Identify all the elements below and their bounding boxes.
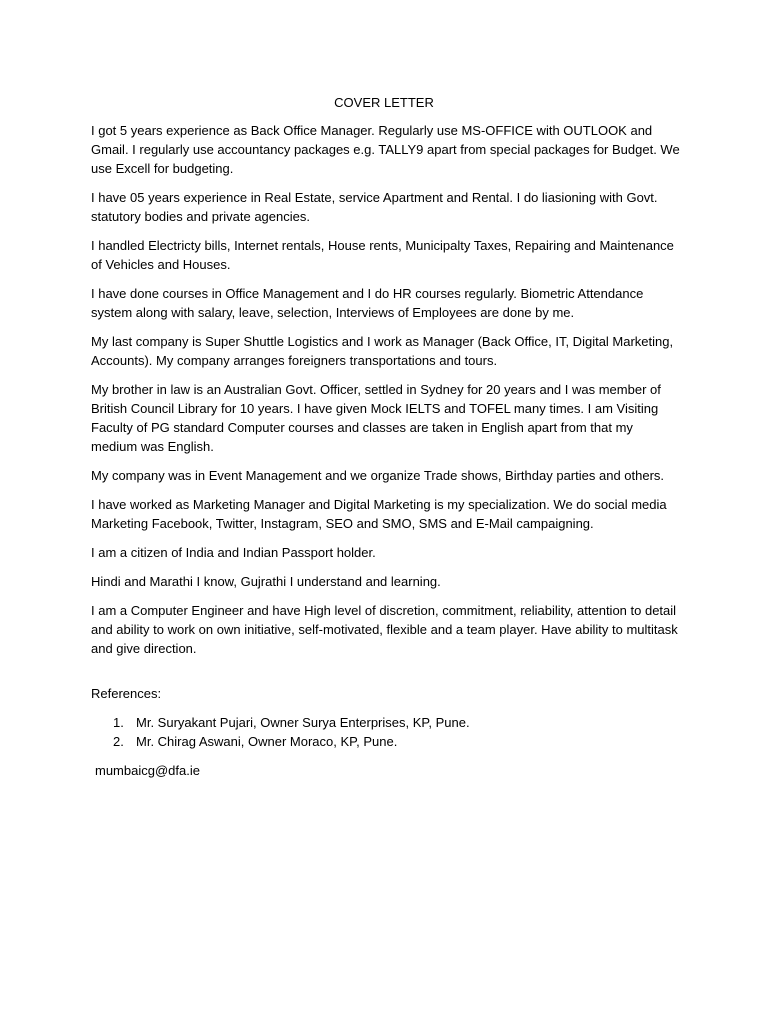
references-heading: References:	[91, 686, 162, 701]
paragraph-experience-back-office: I got 5 years experience as Back Office Manager. Regularly use MS-OFFICE with OUTLOOK and Gmail. I regularly use accountancy packages e.g. TALLY9 apart from special packages for Budget. We use Excell for budgeting.	[91, 123, 680, 176]
list-item-text: Mr. Suryakant Pujari, Owner Surya Enterprises, KP, Pune.	[136, 715, 470, 730]
list-item-number: 1.	[113, 715, 124, 730]
paragraph-languages: Hindi and Marathi I know, Gujrathi I understand and learning.	[91, 574, 441, 589]
paragraph-courses-hr: I have done courses in Office Management and I do HR courses regularly. Biometric Attendance system along with salary, leave, selection, Interviews of Employees are done by me.	[91, 286, 644, 320]
list-item-number: 2.	[113, 734, 124, 749]
paragraph-event-management: My company was in Event Management and we organize Trade shows, Birthday parties and others.	[91, 468, 665, 483]
paragraph-marketing: I have worked as Marketing Manager and Digital Marketing is my specialization. We do social media Marketing Facebook, Twitter, Instagram, SEO and SMO, SMS and E-Mail campaigning.	[91, 497, 667, 531]
references-list	[91, 713, 681, 751]
paragraph-last-company: My last company is Super Shuttle Logistics and I work as Manager (Back Office, IT, Digital Marketing, Accounts). My company arranges foreigners transportations and tours.	[91, 334, 674, 368]
paragraph-english-background: My brother in law is an Australian Govt. Officer, settled in Sydney for 20 years and I was member of British Council Library for 10 years. I have given Mock IELTS and TOFEL many times. I am Visiting Faculty of PG standard Computer courses and classes are taken in English apart from that my medium was English.	[91, 382, 661, 454]
list-item	[91, 713, 681, 732]
paragraph-bills-maintenance: I handled Electricty bills, Internet rentals, House rents, Municipalty Taxes, Repairing and Maintenance of Vehicles and Houses.	[91, 238, 674, 272]
list-item-text: Mr. Chirag Aswani, Owner Moraco, KP, Pune.	[136, 734, 398, 749]
list-item	[91, 732, 681, 751]
contact-email: mumbaicg@dfa.ie	[95, 763, 200, 778]
paragraph-skills: I am a Computer Engineer and have High level of discretion, commitment, reliability, attention to detail and ability to work on own initiative, self-motivated, flexible and a team player. Have ability to multitask and give direction.	[91, 603, 678, 656]
document-title: COVER LETTER	[334, 95, 434, 110]
paragraph-citizenship: I am a citizen of India and Indian Passport holder.	[91, 545, 376, 560]
section-spacer	[91, 668, 681, 684]
letter-body	[91, 121, 681, 780]
paragraph-real-estate: I have 05 years experience in Real Estate, service Apartment and Rental. I do liasioning with Govt. statutory bodies and private agencies.	[91, 190, 658, 224]
